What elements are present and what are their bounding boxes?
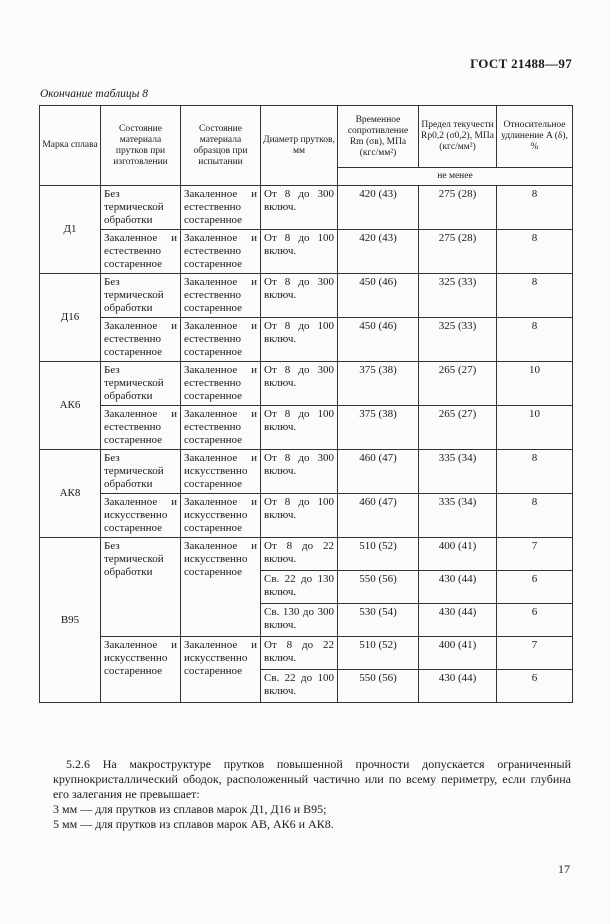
table-row <box>40 494 573 538</box>
list-item: 3 мм — для прутков из сплавов марок Д1, Д16 и В95; <box>53 802 327 816</box>
cell-tensile: 375 (38) <box>338 362 419 406</box>
cell-diameter: От 8 до 300 включ. <box>261 274 338 318</box>
page-number: 17 <box>558 862 570 876</box>
cell-yield: 265 (27) <box>419 406 497 450</box>
cell-tensile: 550 (56) <box>338 571 419 604</box>
table-caption: Окончание таблицы 8 <box>40 88 148 100</box>
alloy-name: Д16 <box>40 274 101 362</box>
cell-tensile: 550 (56) <box>338 670 419 703</box>
alloy-name: АК8 <box>40 450 101 538</box>
cell-diameter: От 8 до 300 включ. <box>261 362 338 406</box>
cell-tensile: 375 (38) <box>338 406 419 450</box>
document-code: ГОСТ 21488—97 <box>470 56 572 71</box>
cell-diameter: От 8 до 300 включ. <box>261 450 338 494</box>
cell-tensile: 530 (54) <box>338 604 419 637</box>
cell-tensile: 450 (46) <box>338 274 419 318</box>
cell-diameter: Св. 22 до 100 включ. <box>261 670 338 703</box>
cell-elongation: 8 <box>497 450 573 494</box>
cell-elongation: 7 <box>497 538 573 571</box>
cell-elongation: 7 <box>497 637 573 670</box>
cell-tensile: 510 (52) <box>338 637 419 670</box>
paragraph-5-2-6: 5.2.6 На макроструктуре прутков повышенной прочности допускается ограниченный крупнокристаллический ободок, расположенный частично или по всему периметру, если глубина его залегания не превышает: <box>53 757 571 801</box>
alloy-name: Д1 <box>40 186 101 274</box>
cell-diameter: Св. 22 до 130 включ. <box>261 571 338 604</box>
cell-condition-manufacturing: Без термической обработки <box>101 450 181 494</box>
cell-elongation: 8 <box>497 186 573 230</box>
cell-condition-manufacturing: Закаленное и искусственно состаренное <box>101 494 181 538</box>
table-row <box>40 450 573 494</box>
cell-yield: 335 (34) <box>419 450 497 494</box>
cell-diameter: От 8 до 22 включ. <box>261 637 338 670</box>
cell-condition-manufacturing: Закаленное и естественно состаренное <box>101 406 181 450</box>
header-condition-testing: Состояние материала образцов при испытании <box>181 106 261 186</box>
cell-yield: 430 (44) <box>419 571 497 604</box>
cell-yield: 430 (44) <box>419 670 497 703</box>
cell-yield: 400 (41) <box>419 538 497 571</box>
table-row <box>40 538 573 571</box>
header-elongation: Относительное удлинение A (δ), % <box>497 106 573 168</box>
cell-elongation: 8 <box>497 274 573 318</box>
table-row <box>40 230 573 274</box>
cell-elongation: 10 <box>497 362 573 406</box>
table-row <box>40 186 573 230</box>
cell-condition-testing: Закаленное и естественно состаренное <box>181 274 261 318</box>
header-diameter: Диаметр прутков, мм <box>261 106 338 186</box>
table-row <box>40 406 573 450</box>
list-item: 5 мм — для прутков из сплавов марок АВ, АК6 и АК8. <box>53 817 334 831</box>
cell-yield: 400 (41) <box>419 637 497 670</box>
header-yield-strength: Предел текучести Rp0,2 (σ0,2), МПа (кгс/мм²) <box>419 106 497 168</box>
cell-diameter: Св. 130 до 300 включ. <box>261 604 338 637</box>
cell-tensile: 460 (47) <box>338 450 419 494</box>
cell-yield: 325 (33) <box>419 274 497 318</box>
cell-diameter: От 8 до 100 включ. <box>261 230 338 274</box>
cell-condition-manufacturing: Закаленное и искусственно состаренное <box>101 637 181 703</box>
cell-yield: 275 (28) <box>419 186 497 230</box>
cell-yield: 335 (34) <box>419 494 497 538</box>
cell-diameter: От 8 до 100 включ. <box>261 406 338 450</box>
cell-tensile: 510 (52) <box>338 538 419 571</box>
cell-elongation: 6 <box>497 604 573 637</box>
cell-diameter: От 8 до 100 включ. <box>261 318 338 362</box>
cell-tensile: 420 (43) <box>338 230 419 274</box>
cell-condition-testing: Закаленное и естественно состаренное <box>181 186 261 230</box>
header-tensile-strength: Временное сопротивление Rm (σв), МПа (кгс/мм²) <box>338 106 419 168</box>
cell-tensile: 460 (47) <box>338 494 419 538</box>
cell-diameter: От 8 до 100 включ. <box>261 494 338 538</box>
table-row <box>40 362 573 406</box>
cell-condition-manufacturing: Закаленное и естественно состаренное <box>101 230 181 274</box>
cell-condition-manufacturing: Без термической обработки <box>101 186 181 230</box>
cell-diameter: От 8 до 22 включ. <box>261 538 338 571</box>
cell-elongation: 8 <box>497 318 573 362</box>
cell-elongation: 8 <box>497 494 573 538</box>
cell-yield: 325 (33) <box>419 318 497 362</box>
cell-condition-testing: Закаленное и естественно состаренное <box>181 406 261 450</box>
cell-elongation: 6 <box>497 571 573 604</box>
cell-elongation: 10 <box>497 406 573 450</box>
cell-condition-testing: Закаленное и искусственно состаренное <box>181 538 261 637</box>
cell-yield: 430 (44) <box>419 604 497 637</box>
cell-condition-testing: Закаленное и искусственно состаренное <box>181 637 261 703</box>
cell-condition-testing: Закаленное и искусственно состаренное <box>181 494 261 538</box>
cell-condition-testing: Закаленное и естественно состаренное <box>181 230 261 274</box>
alloy-name: АК6 <box>40 362 101 450</box>
table-row <box>40 274 573 318</box>
cell-yield: 265 (27) <box>419 362 497 406</box>
table-header-row <box>40 106 573 168</box>
cell-tensile: 420 (43) <box>338 186 419 230</box>
cell-elongation: 6 <box>497 670 573 703</box>
header-alloy: Марка сплава <box>40 106 101 186</box>
cell-condition-testing: Закаленное и искусственно состаренное <box>181 450 261 494</box>
cell-condition-manufacturing: Без термической обработки <box>101 538 181 637</box>
subheader-min: не менее <box>338 168 573 186</box>
header-condition-manufacturing: Состояние материала прутков при изготовлении <box>101 106 181 186</box>
cell-diameter: От 8 до 300 включ. <box>261 186 338 230</box>
cell-elongation: 8 <box>497 230 573 274</box>
table-row <box>40 637 573 670</box>
cell-condition-testing: Закаленное и естественно состаренное <box>181 362 261 406</box>
table-row <box>40 318 573 362</box>
cell-condition-testing: Закаленное и естественно состаренное <box>181 318 261 362</box>
properties-table <box>39 105 573 703</box>
cell-tensile: 450 (46) <box>338 318 419 362</box>
cell-condition-manufacturing: Без термической обработки <box>101 362 181 406</box>
cell-condition-manufacturing: Без термической обработки <box>101 274 181 318</box>
cell-condition-manufacturing: Закаленное и естественно состаренное <box>101 318 181 362</box>
cell-yield: 275 (28) <box>419 230 497 274</box>
alloy-name: В95 <box>40 538 101 703</box>
body-text <box>53 757 571 832</box>
